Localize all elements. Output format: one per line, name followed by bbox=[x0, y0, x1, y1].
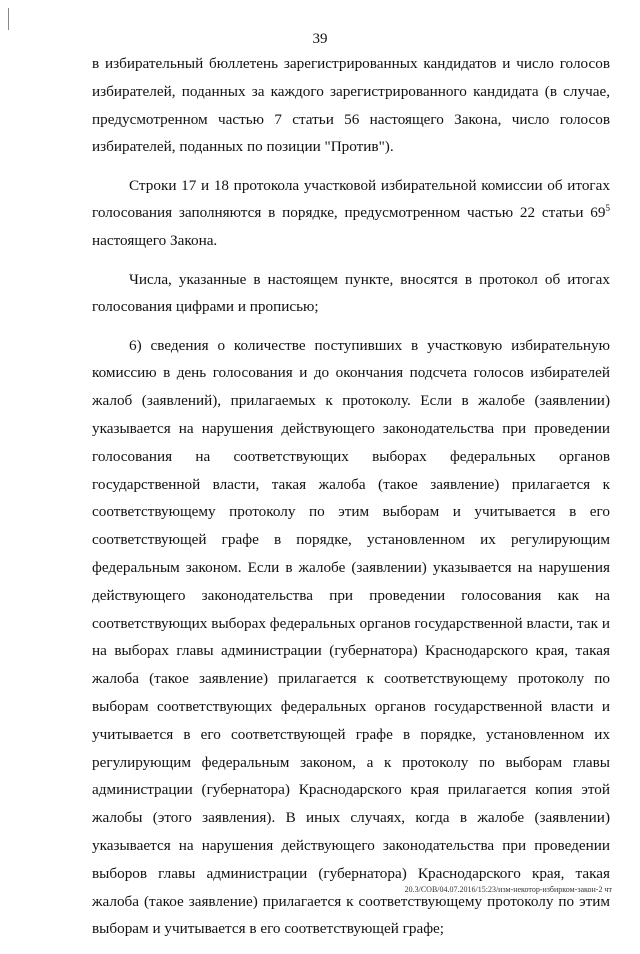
paragraph-1: в избирательный бюллетень зарегистрированных кандидатов и число голосов избирателей, поданных за каждого зарегистрированного кандидата (в случае, предусмотренном частью 7 статьи 56 настоящего Закона, число голосов избирателей, поданных по позиции "Против"). bbox=[92, 55, 610, 156]
paragraph-4: 6) сведения о количестве поступивших в участковую избирательную комиссию в день голосования и до окончания подсчета голосов избирателей жалоб (заявлений), прилагаемых к протоколу. Если в жалобе (заявлении) указывается на нарушения действующего законодательства при проведении голосования на соответствующих выборах федеральных органов государственной власти, такая жалоба (такое заявление) прилагается к соответствующему протоколу по этим выборам и учитывается в его соответствующей графе в порядке, установленном их регулирующим федеральным законом. Если в жалобе (заявлении) указывается на нарушения действующего законодательства при проведении голосования как на соответствующих выборах федеральных органов государственной власти, так и на выборах главы администрации (губернатора) Краснодарского края, такая жалоба (такое заявление) прилагается к соответствующему протоколу по выборам соответствующих федеральных органов государственной власти и учитывается в его соответствующей графе в порядке, установленном их регулирующим федеральным законом, а к протоколу по выборам главы администрации (губернатора) Краснодарского края прилагается копия этой жалобы (этого заявления). В иных случаях, когда в жалобе (заявлении) указывается на нарушения действующего законодательства при проведении выборов главы администрации (губернатора) Краснодарского края, такая жалоба (такое заявление) прилагается к соответствующему протоколу по этим выборам и учитывается в его соответствующей графе; bbox=[92, 336, 610, 938]
paragraph-2-text: Строки 17 и 18 протокола участковой избирательной комиссии об итогах голосования заполняются в порядке, предусмотренном частью 22 статьи 69 bbox=[92, 176, 610, 222]
paragraph-2-tail: настоящего Закона. bbox=[92, 232, 218, 250]
paragraph-3: Числа, указанные в настоящем пункте, вносятся в протокол об итогах голосования цифрами и прописью; bbox=[92, 270, 610, 316]
footer-filename: 20.3/СОВ/04.07.2016/15:23/изм-некотор-избирком-закон-2 чт bbox=[404, 885, 612, 894]
margin-mark bbox=[8, 8, 9, 30]
article-superscript: 5 bbox=[605, 203, 610, 214]
paragraph-2 bbox=[92, 172, 610, 255]
body-text bbox=[92, 50, 610, 954]
page-number: 39 bbox=[312, 31, 328, 47]
